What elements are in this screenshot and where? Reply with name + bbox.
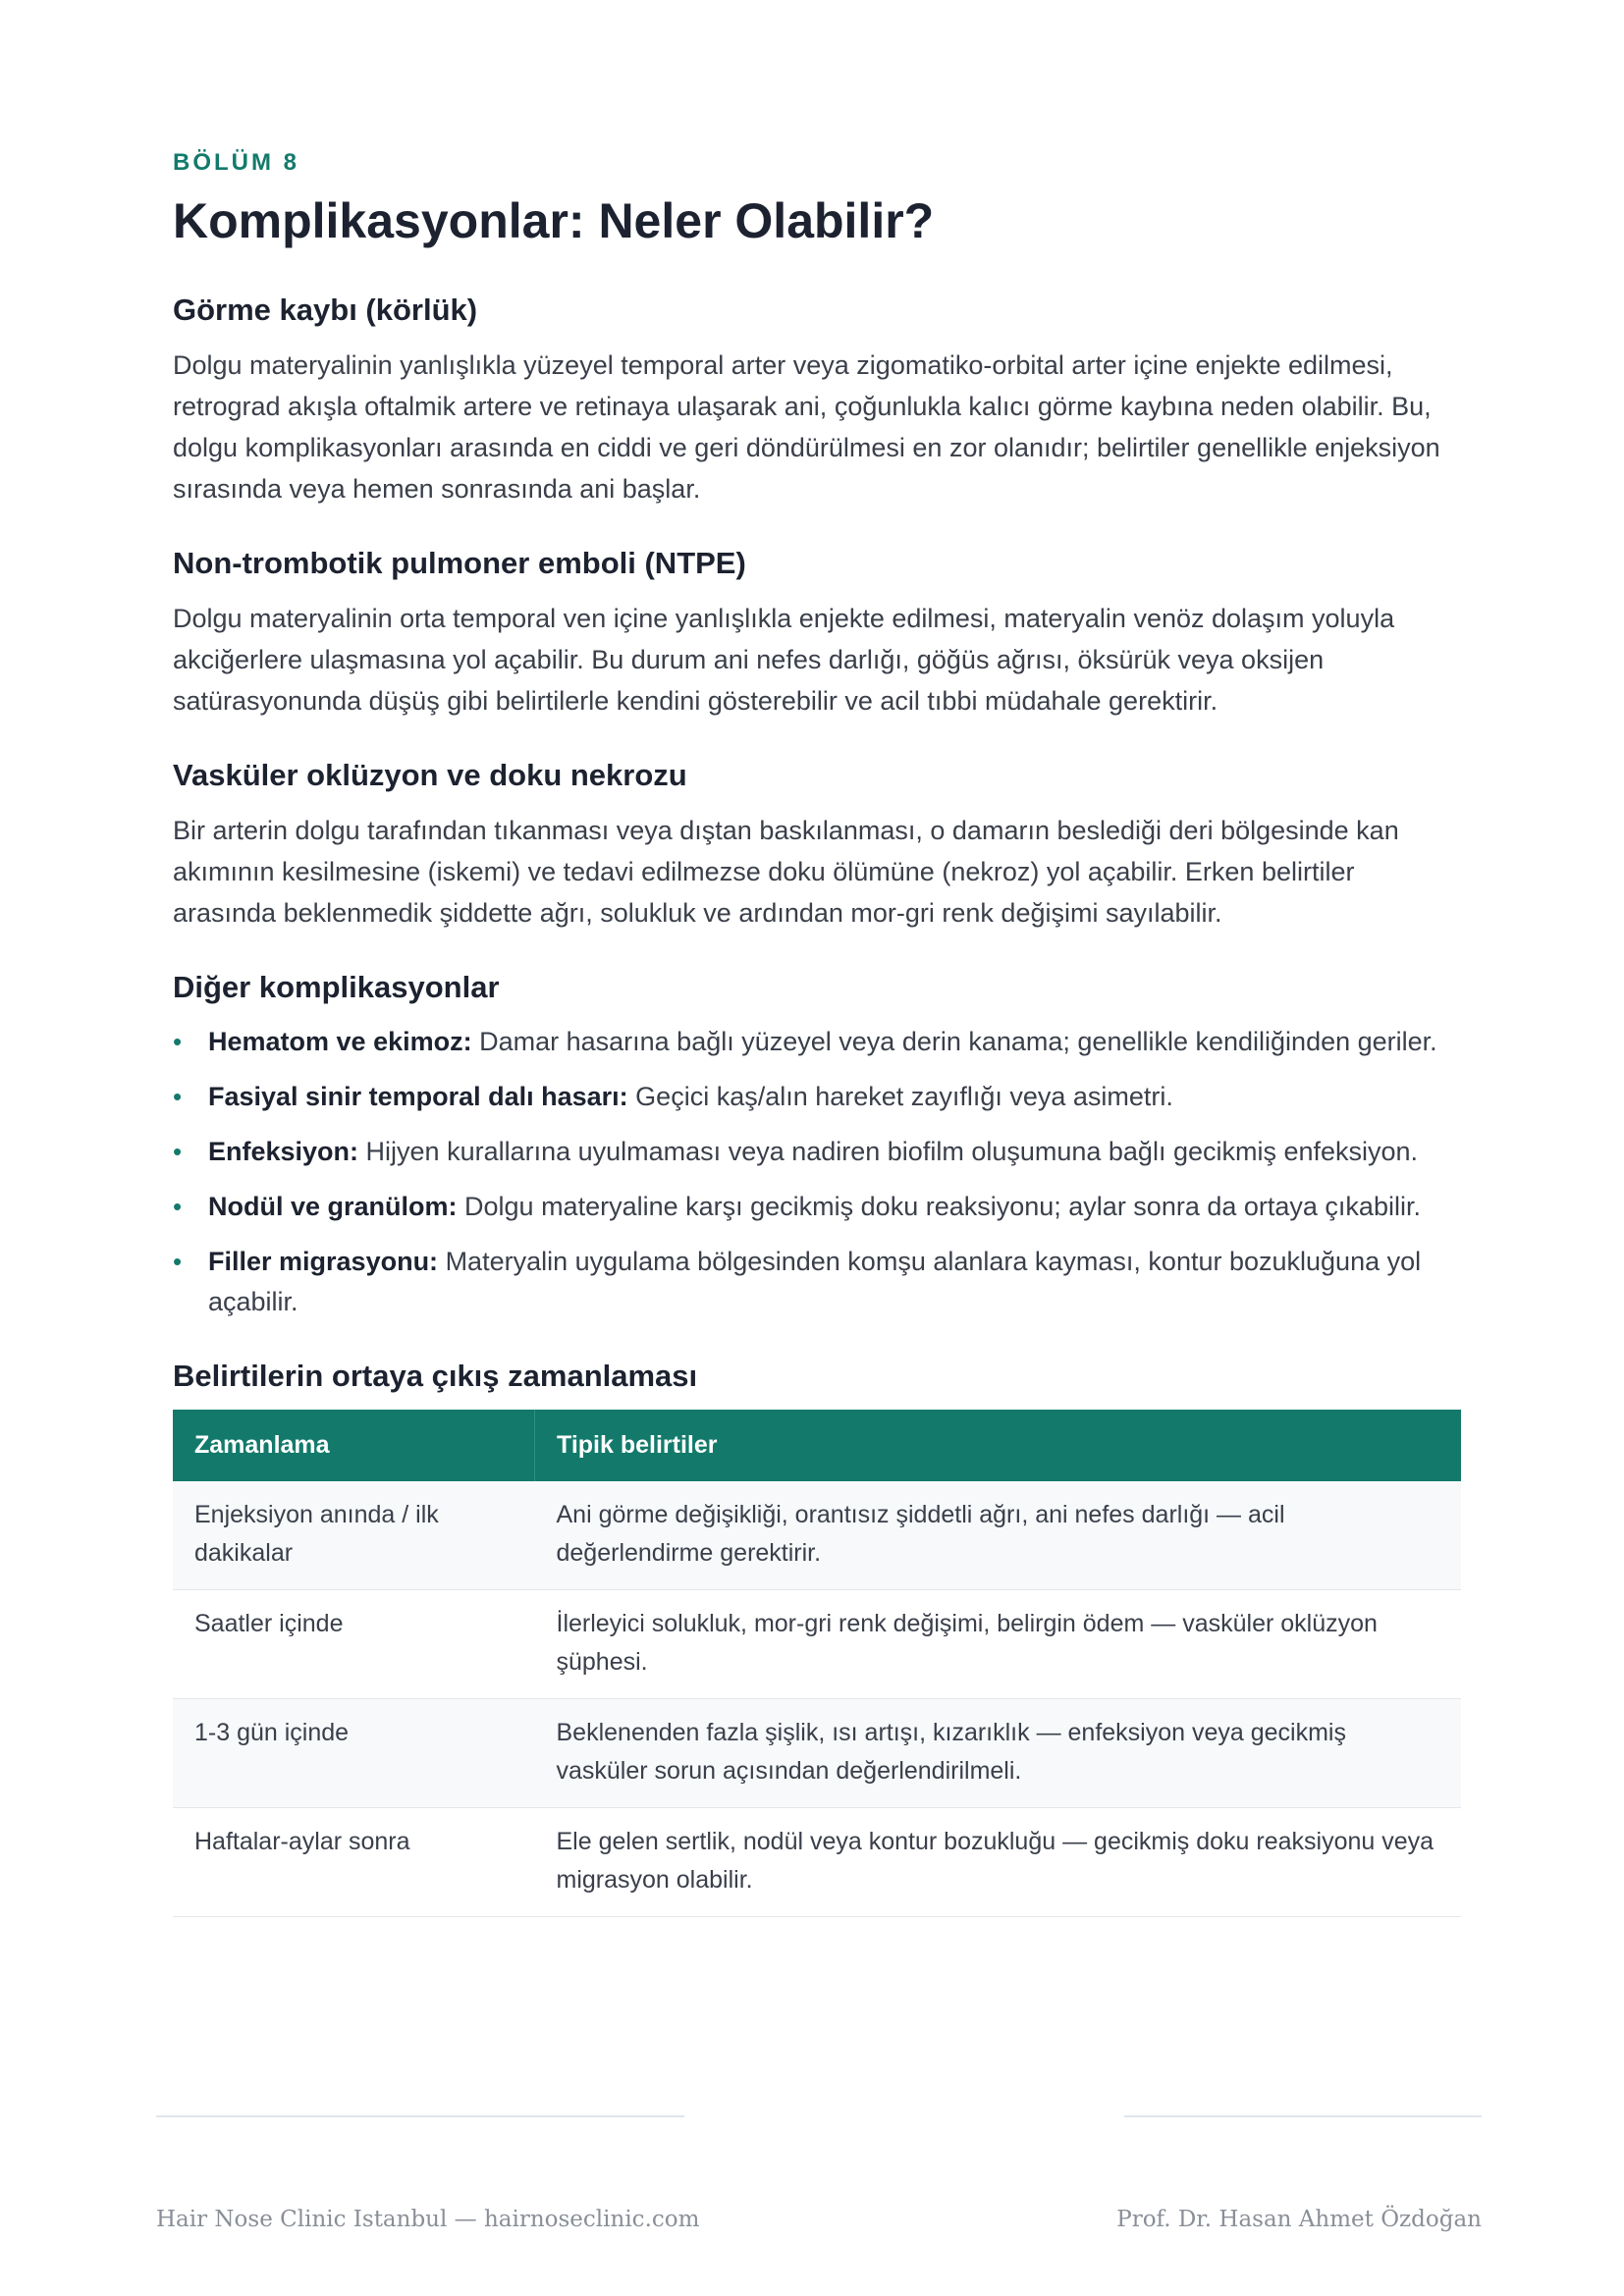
column-header-timing: Zamanlama <box>173 1410 535 1481</box>
list-item-text: Hijyen kurallarına uyulmaması veya nadiren biofilm oluşumuna bağlı gecikmiş enfeksiyon. <box>358 1136 1419 1166</box>
bullet-icon: • <box>173 1191 183 1221</box>
cell-symptoms: Ele gelen sertlik, nodül veya kontur bozukluğu — gecikmiş doku reaksiyonu veya migrasyon olabilir. <box>535 1807 1462 1916</box>
paragraph-ntpe: Dolgu materyalinin orta temporal ven içine yanlışlıkla enjekte edilmesi, materyalin venöz dolaşım yoluyla akciğerlere ulaşmasına yol açabilir. Bu durum ani nefes darlığı, göğüs ağrısı, öksürük veya oksijen satürasyonunda düşüş gibi belirtilerle kendini gösterebilir ve acil tıbbi müdahale gerektirir. <box>173 603 1395 716</box>
cell-timing: 1-3 gün içinde <box>173 1698 535 1807</box>
list-item <box>173 1077 1461 1117</box>
heading-vision-loss: Görme kaybı (körlük) <box>173 293 478 328</box>
list-item <box>173 1132 1461 1172</box>
cell-timing: Haftalar-aylar sonra <box>173 1807 535 1916</box>
paragraph-vascular-occlusion: Bir arterin dolgu tarafından tıkanması veya dıştan baskılanması, o damarın beslediği deri bölgesinde kan akımının kesilmesine (iskemi) ve tedavi edilmezse doku ölümüne (nekroz) yol açabilir. Erken belirtiler arasında beklenmedik şiddette ağrı, solukluk ve ardından mor-gri renk değişimi sayılabilir. <box>173 815 1399 928</box>
cell-timing: Saatler içinde <box>173 1589 535 1698</box>
footer-divider-left <box>156 2115 684 2117</box>
bullet-icon: • <box>173 1081 183 1111</box>
bullet-icon: • <box>173 1026 183 1056</box>
cell-symptoms: Ani görme değişikliği, orantısız şiddetli ağrı, ani nefes darlığı — acil değerlendirme gerektirir. <box>535 1481 1462 1590</box>
list-item <box>173 1187 1461 1227</box>
table-row <box>173 1481 1461 1590</box>
table-row <box>173 1589 1461 1698</box>
bullet-icon: • <box>173 1246 183 1276</box>
list-item-term: Fasiyal sinir temporal dalı hasarı: <box>208 1081 628 1111</box>
list-item-text: Damar hasarına bağlı yüzeyel veya derin kanama; genellikle kendiliğinden geriler. <box>471 1026 1437 1056</box>
cell-symptoms: İlerleyici solukluk, mor-gri renk değişimi, belirgin ödem — vasküler oklüzyon şüphesi. <box>535 1589 1462 1698</box>
page-title: Komplikasyonlar: Neler Olabilir? <box>173 193 935 249</box>
symptom-timing-table <box>173 1410 1461 1917</box>
table-row <box>173 1698 1461 1807</box>
heading-vascular-occlusion: Vasküler oklüzyon ve doku nekrozu <box>173 757 687 792</box>
list-item <box>173 1022 1461 1062</box>
page-content <box>173 147 1461 1917</box>
other-complications-list <box>173 1022 1461 1322</box>
heading-symptom-timing: Belirtilerin ortaya çıkış zamanlaması <box>173 1358 698 1393</box>
list-item-term: Filler migrasyonu: <box>208 1246 439 1276</box>
section-kicker: BÖLÜM 8 <box>173 149 299 176</box>
paragraph-vision-loss: Dolgu materyalinin yanlışlıkla yüzeyel temporal arter veya zigomatiko-orbital arter içine enjekte edilmesi, retrograd akışla oftalmik artere ve retinaya ulaşarak ani, çoğunlukla kalıcı görme kaybına neden olabilir. Bu, dolgu komplikasyonları arasında en ciddi ve geri döndürülmesi en zor olanıdır; belirtiler genellikle enjeksiyon sırasında veya hemen sonrasında ani başlar. <box>173 350 1440 505</box>
footer-author: Prof. Dr. Hasan Ahmet Özdoğan <box>1116 2207 1482 2232</box>
footer-divider-right <box>1124 2115 1482 2117</box>
heading-other-complications: Diğer komplikasyonlar <box>173 969 500 1004</box>
list-item-term: Enfeksiyon: <box>208 1136 359 1166</box>
list-item-term: Hematom ve ekimoz: <box>208 1026 472 1056</box>
cell-symptoms: Beklenenden fazla şişlik, ısı artışı, kızarıklık — enfeksiyon veya gecikmiş vasküler sorun açısından değerlendirilmeli. <box>535 1698 1462 1807</box>
list-item-term: Nodül ve granülom: <box>208 1191 458 1221</box>
bullet-icon: • <box>173 1136 183 1166</box>
list-item-text: Dolgu materyaline karşı gecikmiş doku reaksiyonu; aylar sonra da ortaya çıkabilir. <box>457 1191 1421 1221</box>
list-item-text: Materyalin uygulama bölgesinden komşu alanlara kayması, kontur bozukluğuna yol açabilir. <box>208 1246 1422 1316</box>
heading-ntpe: Non-trombotik pulmoner emboli (NTPE) <box>173 546 746 581</box>
table-row <box>173 1807 1461 1916</box>
table-header-row <box>173 1410 1461 1481</box>
list-item-text: Geçici kaş/alın hareket zayıflığı veya asimetri. <box>627 1081 1173 1111</box>
footer-clinic-info: Hair Nose Clinic Istanbul — hairnoseclinic.com <box>156 2207 700 2232</box>
cell-timing: Enjeksiyon anında / ilk dakikalar <box>173 1481 535 1590</box>
column-header-symptoms: Tipik belirtiler <box>535 1410 1462 1481</box>
list-item <box>173 1242 1461 1322</box>
